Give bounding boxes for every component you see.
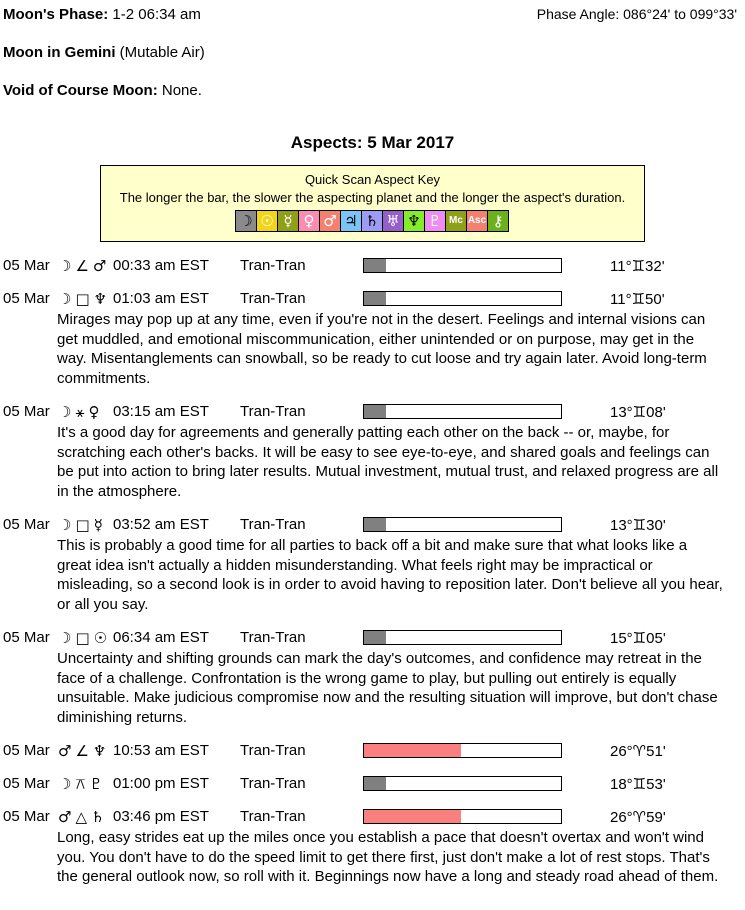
mars-glyph: ♂ bbox=[92, 257, 107, 275]
neptune-glyph: ♆ bbox=[92, 742, 107, 760]
mars-glyph: ♂ bbox=[58, 808, 72, 826]
aspect-date: 05 Mar bbox=[3, 629, 50, 646]
aspect-glyphs bbox=[58, 742, 106, 760]
duration-bar-fill bbox=[364, 259, 386, 272]
venus-glyph: ♀ bbox=[88, 403, 100, 421]
moon-glyph: ☽ bbox=[58, 403, 72, 421]
duration-bar-fill bbox=[364, 631, 386, 644]
phase-angle-label: Phase Angle: bbox=[536, 6, 620, 22]
quincunx-aspect-glyph: ⚻ bbox=[75, 775, 86, 793]
uranus-icon: ♅ bbox=[382, 210, 404, 232]
mars-icon: ♂ bbox=[319, 210, 341, 232]
aspect-type: Tran-Tran bbox=[240, 775, 306, 792]
square-aspect-glyph: □ bbox=[75, 290, 90, 308]
aspect-glyphs bbox=[58, 808, 104, 826]
pluto-icon: ♇ bbox=[424, 210, 446, 232]
aspect-time: 03:46 pm EST bbox=[113, 808, 209, 825]
moon-sign-label: Moon in Gemini bbox=[3, 44, 116, 61]
aspect-date: 05 Mar bbox=[3, 516, 50, 533]
duration-bar bbox=[363, 809, 562, 824]
duration-bar bbox=[363, 258, 562, 273]
aspect-date: 05 Mar bbox=[3, 403, 50, 420]
aspect-interpretation: Uncertainty and shifting grounds can mark the day's outcomes, and confidence may retreat in the face of a challenge. Confrontation is the wrong game to play, but pulling out entirely is equally unsuitable. Make judicious compromise now and the resulting situation will improve, but don't chase diminishing returns. bbox=[57, 650, 718, 726]
duration-bar-fill bbox=[364, 777, 386, 790]
saturn-icon: ♄ bbox=[361, 210, 383, 232]
aspect-time: 03:15 am EST bbox=[113, 403, 209, 420]
midheaven-icon: Mc bbox=[445, 210, 467, 232]
sun-icon: ☉ bbox=[256, 210, 278, 232]
sun-glyph: ☉ bbox=[93, 629, 108, 647]
aspect-degree: 11°♊32' bbox=[610, 258, 665, 275]
void-of-course-label: Void of Course Moon: bbox=[3, 82, 158, 99]
aspect-type: Tran-Tran bbox=[240, 290, 306, 307]
aspect-interpretation: This is probably a good time for all parties to back off a bit and make sure that what looks like a great idea isn't actually a hidden misunderstanding. What feels right may be impractical or misleading, so a second look is in order to avoid having to reposition later. Don't believe all you hear, or all you say. bbox=[57, 537, 723, 613]
aspect-time: 00:33 am EST bbox=[113, 257, 209, 274]
aspect-degree: 26°♈59' bbox=[610, 809, 666, 826]
aspect-glyphs bbox=[58, 516, 103, 534]
aspect-date: 05 Mar bbox=[3, 775, 50, 792]
sextile-aspect-glyph: ⚹ bbox=[75, 403, 85, 421]
duration-bar bbox=[363, 776, 562, 791]
aspect-type: Tran-Tran bbox=[240, 257, 306, 274]
aspect-row bbox=[0, 742, 745, 760]
aspect-type: Tran-Tran bbox=[240, 516, 306, 533]
aspect-glyphs bbox=[58, 629, 107, 647]
aspect-interpretation: Mirages may pop up at any time, even if you're not in the desert. Feelings and internal visions can get muddled, and emotional miscommunication, either unintended or on purpose, may get in the way. Misentanglements can snowball, so be ready to cut loose and try again later. Avoid long-term commitments. bbox=[57, 311, 707, 387]
aspect-date: 05 Mar bbox=[3, 290, 50, 307]
aspect-time: 03:52 am EST bbox=[113, 516, 209, 533]
aspect-row bbox=[0, 403, 745, 421]
mars-glyph: ♂ bbox=[58, 742, 72, 760]
aspect-type: Tran-Tran bbox=[240, 403, 306, 420]
aspect-row bbox=[0, 808, 745, 826]
moon-glyph: ☽ bbox=[58, 290, 72, 308]
trine-aspect-glyph: △ bbox=[75, 808, 87, 826]
moons-phase-label: Moon's Phase: bbox=[3, 6, 109, 23]
moon-sign-line bbox=[3, 44, 745, 62]
aspect-date: 05 Mar bbox=[3, 257, 50, 274]
duration-bar-fill bbox=[364, 518, 386, 531]
page-title: Aspects: 5 Mar 2017 bbox=[290, 133, 455, 152]
aspect-date: 05 Mar bbox=[3, 742, 50, 759]
moon-glyph: ☽ bbox=[58, 516, 72, 534]
moon-glyph: ☽ bbox=[58, 257, 72, 275]
duration-bar-fill bbox=[364, 744, 461, 757]
moon-glyph: ☽ bbox=[58, 629, 72, 647]
duration-bar bbox=[363, 291, 562, 306]
aspect-key-subtitle: The longer the bar, the slower the aspecting planet and the longer the aspect's duration. bbox=[119, 190, 626, 205]
phase-angle bbox=[537, 6, 737, 22]
aspect-degree: 18°♊53' bbox=[610, 776, 666, 793]
aspect-row bbox=[0, 516, 745, 534]
duration-bar bbox=[363, 743, 562, 758]
duration-bar bbox=[363, 517, 562, 532]
duration-bar bbox=[363, 404, 562, 419]
planet-icon-row bbox=[101, 210, 644, 232]
moon-sign-detail: (Mutable Air) bbox=[119, 44, 205, 61]
neptune-icon: ♆ bbox=[403, 210, 425, 232]
void-of-course-value: None. bbox=[161, 82, 202, 99]
phase-angle-value: 086°24' to 099°33' bbox=[623, 6, 737, 22]
mercury-glyph: ☿ bbox=[93, 516, 103, 534]
page-header bbox=[0, 0, 745, 100]
aspect-type: Tran-Tran bbox=[240, 629, 306, 646]
duration-bar-fill bbox=[364, 292, 386, 305]
mercury-icon: ☿ bbox=[277, 210, 299, 232]
aspect-glyphs bbox=[58, 290, 107, 308]
aspect-row bbox=[0, 257, 745, 275]
pluto-glyph: ♇ bbox=[89, 775, 103, 793]
aspect-list bbox=[0, 257, 745, 887]
aspect-time: 06:34 am EST bbox=[113, 629, 209, 646]
square-aspect-glyph: □ bbox=[75, 629, 90, 647]
aspect-interpretation: It's a good day for agreements and generally patting each other on the back -- or, maybe, for scratching each other's backs. It will be easy to see eye-to-eye, and shared goals and feelings can be put into action to bring later results. Mutual investment, mutual trust, and relaxed progress are all in the atmosphere. bbox=[57, 424, 719, 500]
aspect-date: 05 Mar bbox=[3, 808, 50, 825]
aspect-degree: 11°♊50' bbox=[610, 291, 665, 308]
aspect-glyphs bbox=[58, 257, 106, 275]
aspect-key-title: Quick Scan Aspect Key bbox=[304, 172, 441, 187]
venus-icon: ♀ bbox=[298, 210, 320, 232]
quick-scan-aspect-key bbox=[100, 165, 645, 242]
aspect-glyphs bbox=[58, 403, 99, 421]
aspect-time: 10:53 am EST bbox=[113, 742, 209, 759]
aspect-interpretation: Long, easy strides eat up the miles once you establish a pace that doesn't overtax and won't wind you. You don't have to do the speed limit to get there first, just don't make a lot of rest stops. That's the general outlook now, so roll with it. Beginnings now have a long and steady road ahead of them. bbox=[57, 829, 719, 885]
aspect-time: 01:03 am EST bbox=[113, 290, 209, 307]
duration-bar-fill bbox=[364, 810, 461, 823]
aspect-row bbox=[0, 629, 745, 647]
aspect-degree: 26°♈51' bbox=[610, 743, 666, 760]
aspect-degree: 15°♊05' bbox=[610, 630, 666, 647]
aspect-glyphs bbox=[58, 775, 103, 793]
aspect-time: 01:00 pm EST bbox=[113, 775, 209, 792]
semisquare-aspect-glyph: ∠ bbox=[75, 742, 89, 760]
duration-bar bbox=[363, 630, 562, 645]
aspect-degree: 13°♊08' bbox=[610, 404, 666, 421]
moon-icon: ☽ bbox=[235, 210, 257, 232]
aspect-row bbox=[0, 290, 745, 308]
aspect-degree: 13°♊30' bbox=[610, 517, 666, 534]
aspect-type: Tran-Tran bbox=[240, 808, 306, 825]
aspect-row bbox=[0, 775, 745, 793]
jupiter-icon: ♃ bbox=[340, 210, 362, 232]
ascendant-icon: Asc bbox=[466, 210, 488, 232]
void-of-course-line bbox=[3, 82, 745, 100]
aspect-type: Tran-Tran bbox=[240, 742, 306, 759]
moons-phase-value: 1-2 06:34 am bbox=[112, 6, 201, 23]
duration-bar-fill bbox=[364, 405, 386, 418]
chiron-icon: ⚷ bbox=[487, 210, 509, 232]
neptune-glyph: ♆ bbox=[93, 290, 108, 308]
semisquare-aspect-glyph: ∠ bbox=[75, 257, 89, 275]
square-aspect-glyph: □ bbox=[75, 516, 90, 534]
saturn-glyph: ♄ bbox=[91, 808, 105, 826]
moon-glyph: ☽ bbox=[58, 775, 72, 793]
